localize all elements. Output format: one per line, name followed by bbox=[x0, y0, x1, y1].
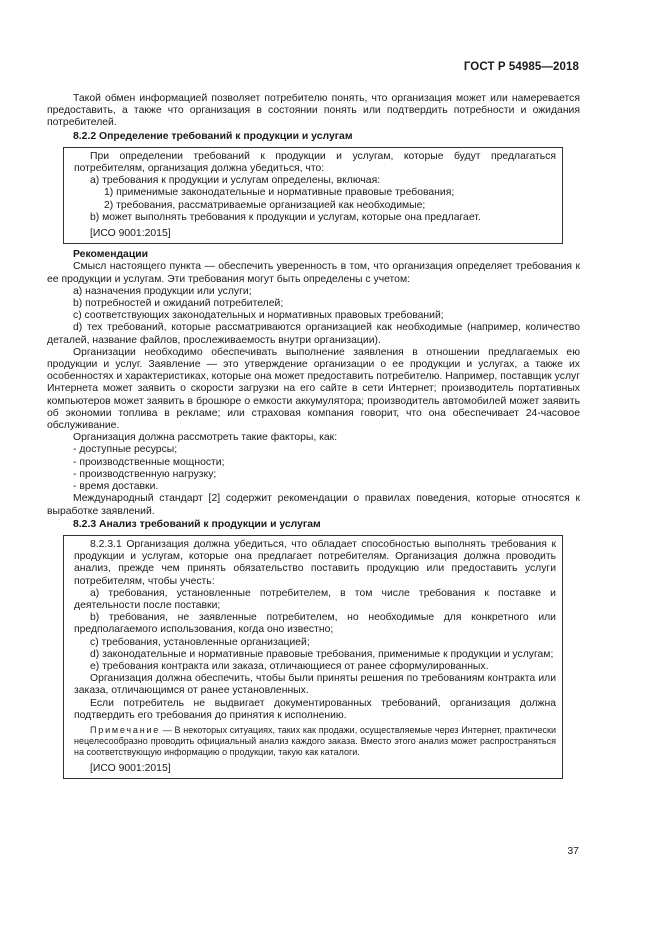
box-paragraph-3: Если потребитель не выдвигает документированных требований, организация должна подтвердить его требования до принятия к исполнению. bbox=[74, 697, 556, 721]
intro-paragraph: Такой обмен информацией позволяет потребителю понять, что организация может или намеревается предоставить, а также что организация в состоянии понять или подтвердить потребности и ожидания потребителей. bbox=[47, 93, 580, 129]
box-item-b: b) может выполнять требования к продукции и услугам, которые она предлагает. bbox=[90, 211, 481, 223]
box-list-item: c) требования, установленные организацией; bbox=[90, 636, 310, 648]
box-paragraph-2: Организация должна обеспечить, чтобы были приняты решения по требованиям контракта или заказа, отличающимся от ранее установленных. bbox=[74, 673, 556, 697]
note-paragraph bbox=[74, 725, 556, 759]
iso-reference: [ИСО 9001:2015] bbox=[90, 228, 171, 240]
rec-list-item: а) назначения продукции или услуги; bbox=[73, 285, 252, 297]
factor-list-item: - время доставки. bbox=[73, 481, 159, 493]
standard-header: ГОСТ Р 54985—2018 bbox=[463, 61, 579, 73]
factor-list-item: - доступные ресурсы; bbox=[73, 444, 178, 456]
page-content bbox=[47, 93, 580, 779]
section-8-2-2-title: 8.2.2 Определение требований к продукции и услугам bbox=[73, 130, 353, 142]
iso-quote-box-8-2-2 bbox=[63, 147, 563, 244]
box-list-item: а) требования, установленные потребителем, в том числе требования к поставке и деятельности после поставки; bbox=[74, 587, 556, 611]
section-8-2-3-title: 8.2.3 Анализ требований к продукции и услугам bbox=[73, 518, 321, 530]
recommendations-block bbox=[47, 249, 580, 517]
iso-reference: [ИСО 9001:2015] bbox=[90, 762, 171, 774]
factor-list-item: - производственные мощности; bbox=[73, 456, 225, 468]
box-list-item: b) требования, не заявленные потребителем, но необходимые для конкретного или предполагаемого использования, когда оно известно; bbox=[74, 612, 556, 636]
factor-list-item: - производственную нагрузку; bbox=[73, 468, 217, 480]
box-sub-1: 1) применимые законодательные и нормативные правовые требования; bbox=[104, 187, 455, 199]
rec-paragraph-4: Международный стандарт [2] содержит рекомендации о правилах поведения, которые относятся к выработке заявлений. bbox=[47, 493, 580, 517]
iso-quote-box-8-2-3 bbox=[63, 535, 563, 779]
rec-list-item: d) тех требований, которые рассматриваются организацией как необходимые (например, количество деталей, название файлов, прослеживаемость внутри организации). bbox=[47, 322, 580, 346]
rec-list-item: b) потребностей и ожиданий потребителей; bbox=[73, 298, 284, 310]
rec-list-item: c) соответствующих законодательных и нормативных правовых требований; bbox=[73, 310, 444, 322]
box-item-a: а) требования к продукции и услугам определены, включая: bbox=[90, 175, 381, 187]
note-text: — В некоторых ситуациях, таких как продажи, осуществляемые через Интернет, практически нецелесообразно проводить официальный анализ каждого заказа. Вместо этого анализ может распространяться на соответствующую информацию о продукции, такую как каталоги. bbox=[74, 724, 556, 758]
note-label: Примечание bbox=[90, 724, 161, 735]
recommendations-title: Рекомендации bbox=[73, 249, 149, 261]
box-sub-2: 2) требования, рассматриваемые организацией как необходимые; bbox=[104, 199, 426, 211]
box-list-item: d) законодательные и нормативные правовые требования, применимые к продукции и услугам; bbox=[90, 648, 554, 660]
box-lead: При определении требований к продукции и услугам, которые будут предлагаться потребителям, организация должна убедиться, что: bbox=[74, 150, 556, 175]
rec-paragraph-1: Смысл настоящего пункта — обеспечить уверенность в том, что организация определяет требования к ее продукции и услугам. Эти требования могут быть определены с учетом: bbox=[47, 261, 580, 285]
box-paragraph-8-2-3-1: 8.2.3.1 Организация должна убедиться, что обладает способностью выполнять требования к продукции и услугам, которые она предлагает потребителям. Организация должна проводить анализ, прежде чем принять обязательство поставить продукцию или предоставить услуги потребителям, чтобы учесть: bbox=[74, 538, 556, 587]
page-number: 37 bbox=[567, 845, 579, 857]
rec-paragraph-2: Организации необходимо обеспечивать выполнение заявления в отношении предлагаемых ею продукции и услуг. Заявление — это утверждение организации о ее продукции и услугах, а также их особенностях и характеристиках, которые она может предоставить потребителю. Например, поставщик услуг Интернета может заявить о скорости загрузки на его сайте в сети Интернет; производитель портативных компьютеров может заявить в брошюре о емкости аккумулятора; производитель автомобилей может заявить об экономии топлива в рекламе; или страховая компания говорит, что она обеспечивает 24-часовое обслуживание. bbox=[47, 346, 580, 432]
box-list-item: e) требования контракта или заказа, отличающиеся от ранее сформулированных. bbox=[90, 660, 489, 672]
rec-paragraph-3: Организация должна рассмотреть такие факторы, как: bbox=[73, 432, 338, 444]
